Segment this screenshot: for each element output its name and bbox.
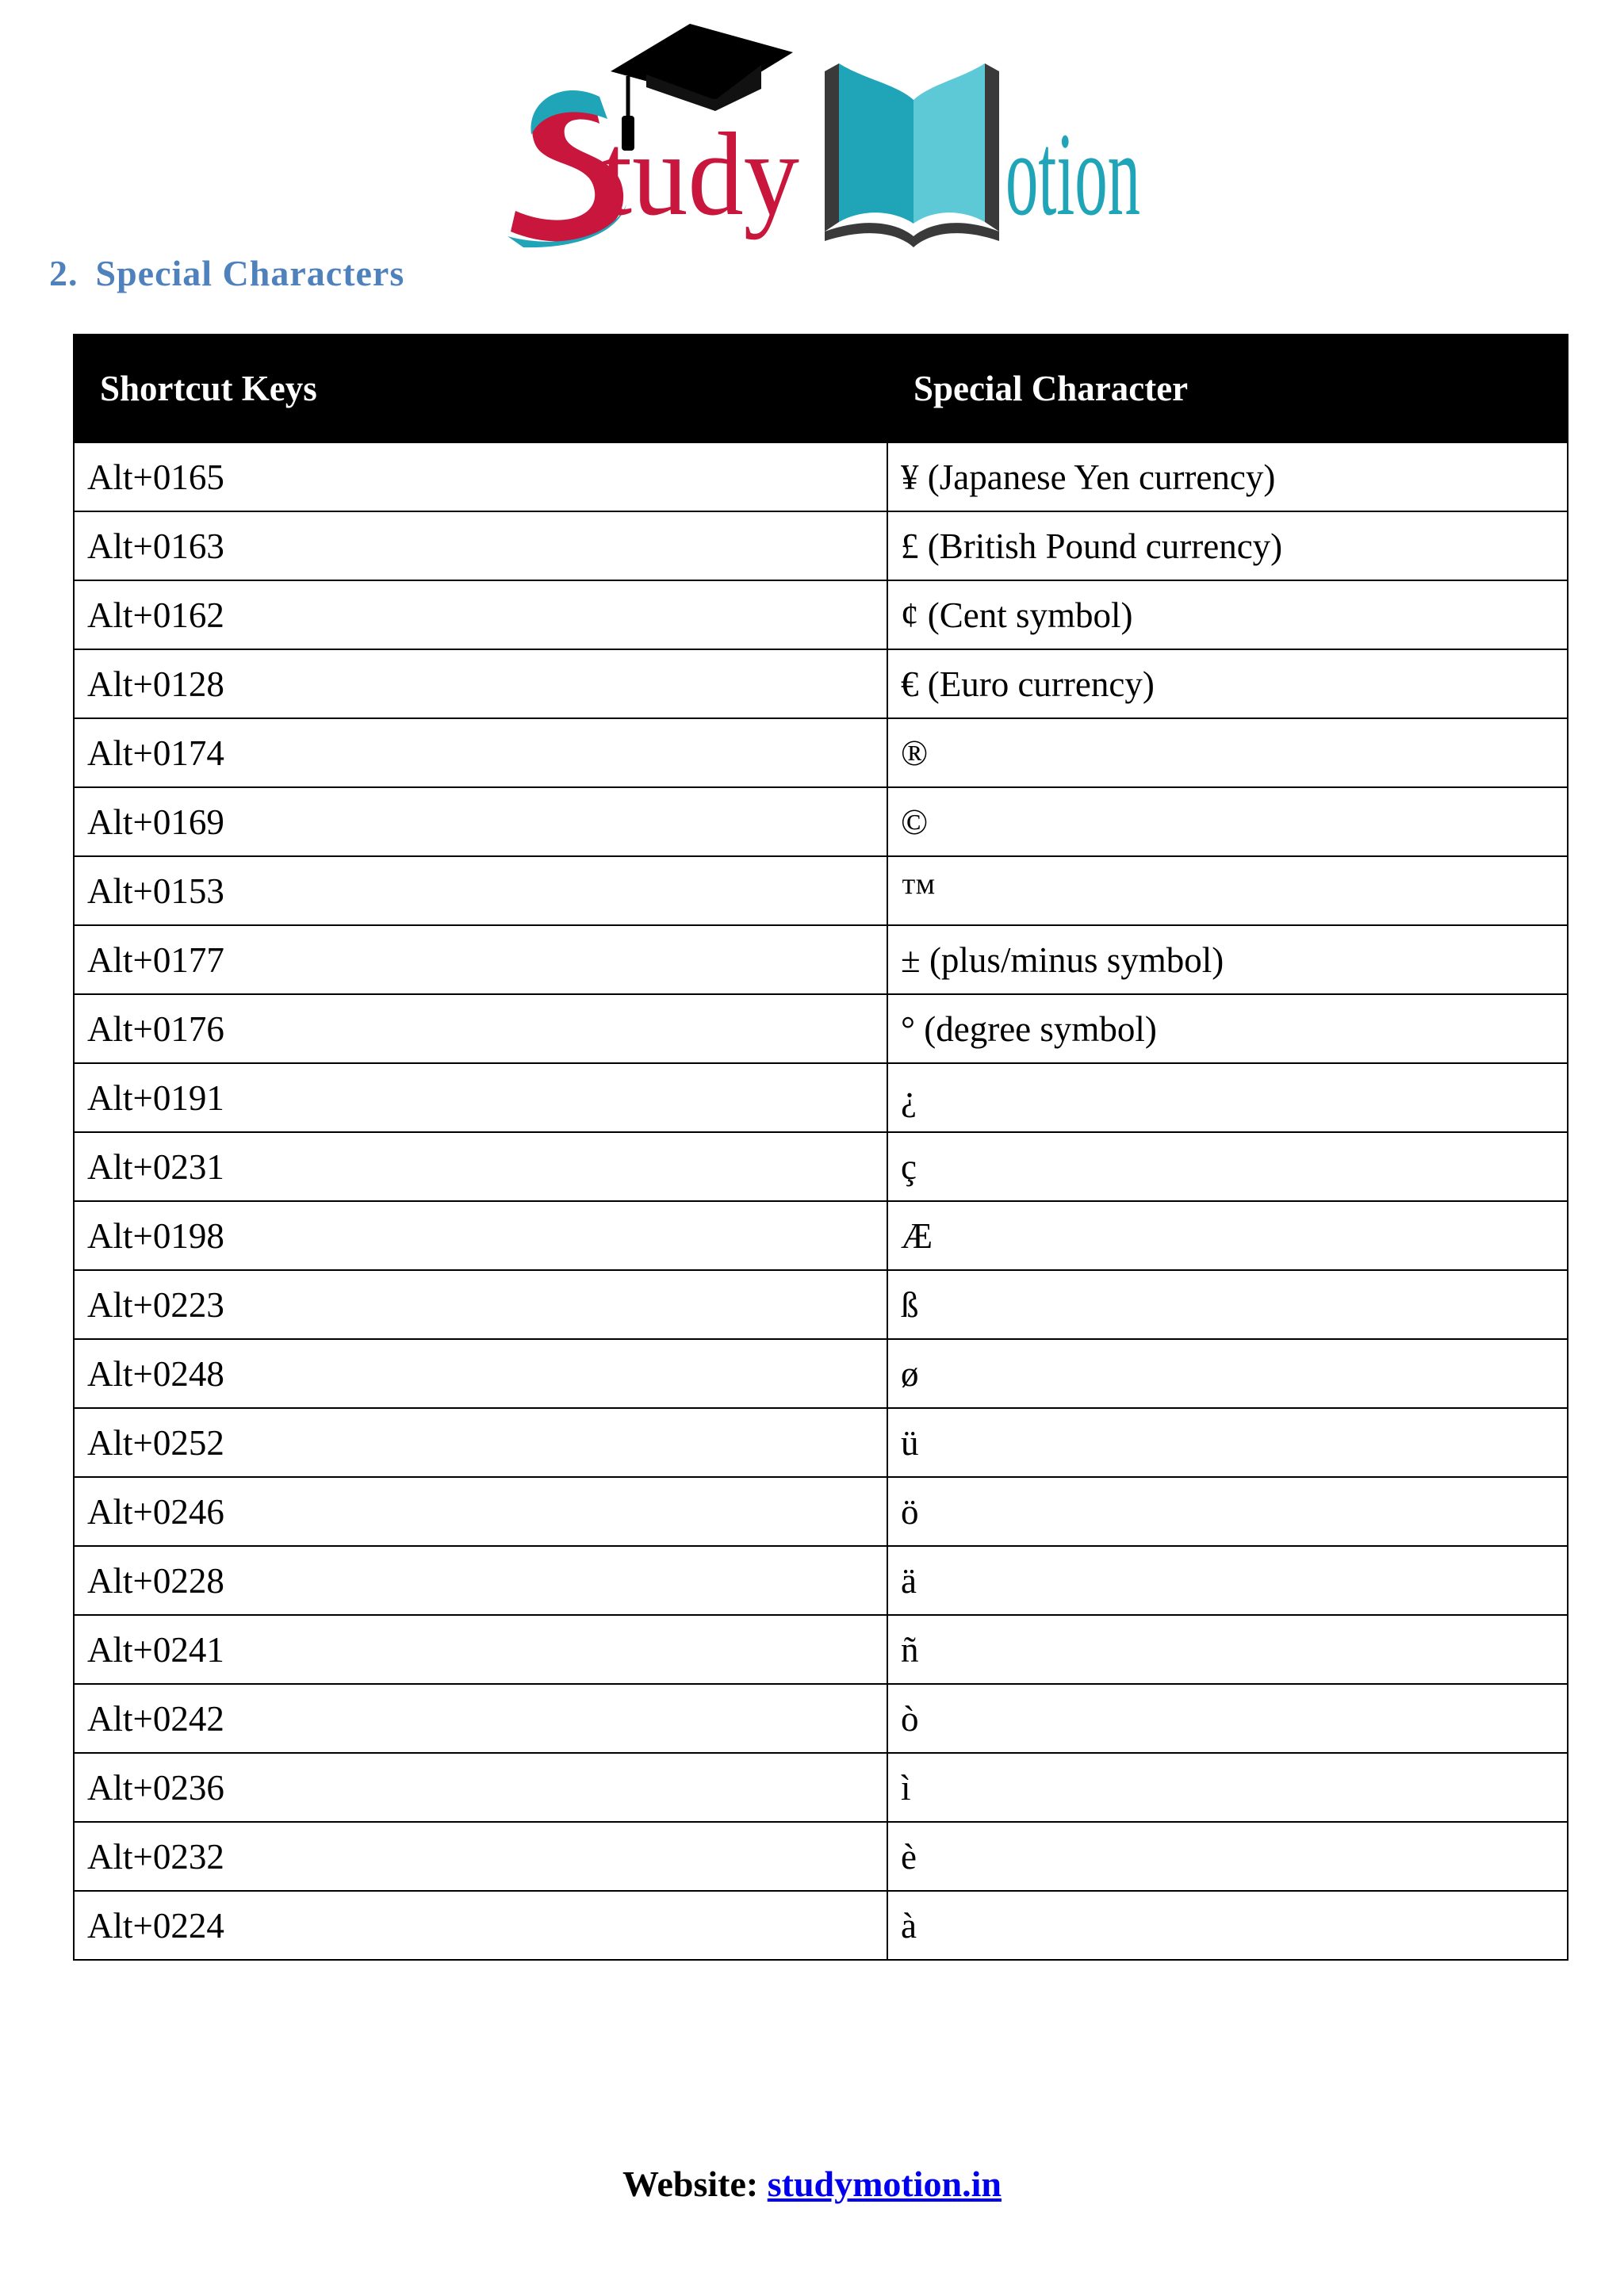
table-row xyxy=(74,856,1568,925)
column-header-shortcut-keys: Shortcut Keys xyxy=(74,335,887,442)
special-character-cell: € (Euro currency) xyxy=(887,649,1568,718)
logo-tudy-text: tudy xyxy=(601,109,799,240)
shortcut-key-cell: Alt+0236 xyxy=(74,1753,887,1822)
special-characters-table xyxy=(73,334,1568,1961)
special-character-cell: ñ xyxy=(887,1615,1568,1684)
table-row xyxy=(74,1201,1568,1270)
studymotion-logo xyxy=(508,24,1142,254)
special-character-cell: à xyxy=(887,1891,1568,1960)
table-row xyxy=(74,580,1568,649)
table-row xyxy=(74,1132,1568,1201)
special-character-cell: è xyxy=(887,1822,1568,1891)
special-character-cell: © xyxy=(887,787,1568,856)
shortcut-key-cell: Alt+0191 xyxy=(74,1063,887,1132)
table-row xyxy=(74,1477,1568,1546)
shortcut-key-cell: Alt+0128 xyxy=(74,649,887,718)
shortcut-key-cell: Alt+0252 xyxy=(74,1408,887,1477)
shortcut-key-cell: Alt+0169 xyxy=(74,787,887,856)
table-row xyxy=(74,1753,1568,1822)
special-character-cell: ™ xyxy=(887,856,1568,925)
table-row xyxy=(74,511,1568,580)
special-character-cell: ¥ (Japanese Yen currency) xyxy=(887,442,1568,511)
shortcut-key-cell: Alt+0162 xyxy=(74,580,887,649)
table-row xyxy=(74,787,1568,856)
table-row xyxy=(74,1339,1568,1408)
table-row xyxy=(74,1684,1568,1753)
shortcut-key-cell: Alt+0224 xyxy=(74,1891,887,1960)
shortcut-key-cell: Alt+0223 xyxy=(74,1270,887,1339)
table-row xyxy=(74,994,1568,1063)
shortcut-key-cell: Alt+0174 xyxy=(74,718,887,787)
table-row xyxy=(74,1891,1568,1960)
website-link[interactable]: studymotion.in xyxy=(767,2164,1002,2204)
special-character-cell: ò xyxy=(887,1684,1568,1753)
table-header-row xyxy=(74,335,1568,442)
shortcut-key-cell: Alt+0163 xyxy=(74,511,887,580)
footer-label: Website: xyxy=(622,2164,759,2204)
section-number: 2. xyxy=(49,253,79,293)
special-character-cell: ° (degree symbol) xyxy=(887,994,1568,1063)
shortcut-key-cell: Alt+0165 xyxy=(74,442,887,511)
section-heading xyxy=(49,252,404,294)
table-row xyxy=(74,925,1568,994)
shortcut-key-cell: Alt+0153 xyxy=(74,856,887,925)
shortcut-key-cell: Alt+0176 xyxy=(74,994,887,1063)
table-row xyxy=(74,1063,1568,1132)
special-character-cell: ö xyxy=(887,1477,1568,1546)
page-footer xyxy=(0,2163,1624,2205)
special-character-cell: ç xyxy=(887,1132,1568,1201)
shortcut-key-cell: Alt+0242 xyxy=(74,1684,887,1753)
logo-otion-text: otion xyxy=(1005,109,1140,240)
special-character-cell: ¢ (Cent symbol) xyxy=(887,580,1568,649)
shortcut-key-cell: Alt+0241 xyxy=(74,1615,887,1684)
special-character-cell: £ (British Pound currency) xyxy=(887,511,1568,580)
table-row xyxy=(74,1270,1568,1339)
table-row xyxy=(74,1822,1568,1891)
special-character-cell: ø xyxy=(887,1339,1568,1408)
special-character-cell: ä xyxy=(887,1546,1568,1615)
shortcut-key-cell: Alt+0231 xyxy=(74,1132,887,1201)
shortcut-key-cell: Alt+0246 xyxy=(74,1477,887,1546)
logo-book-m xyxy=(825,63,999,247)
shortcut-key-cell: Alt+0228 xyxy=(74,1546,887,1615)
special-character-cell: ± (plus/minus symbol) xyxy=(887,925,1568,994)
column-header-special-character: Special Character xyxy=(887,335,1568,442)
shortcut-key-cell: Alt+0248 xyxy=(74,1339,887,1408)
special-character-cell: ì xyxy=(887,1753,1568,1822)
table-row xyxy=(74,1408,1568,1477)
shortcut-key-cell: Alt+0198 xyxy=(74,1201,887,1270)
special-character-cell: ü xyxy=(887,1408,1568,1477)
table-row xyxy=(74,1615,1568,1684)
table-row xyxy=(74,1546,1568,1615)
section-title: Special Characters xyxy=(95,253,405,293)
special-character-cell: ¿ xyxy=(887,1063,1568,1132)
shortcut-key-cell: Alt+0232 xyxy=(74,1822,887,1891)
special-character-cell: ® xyxy=(887,718,1568,787)
special-character-cell: ß xyxy=(887,1270,1568,1339)
special-character-cell: Æ xyxy=(887,1201,1568,1270)
table-row xyxy=(74,718,1568,787)
table-row xyxy=(74,442,1568,511)
table-row xyxy=(74,649,1568,718)
shortcut-key-cell: Alt+0177 xyxy=(74,925,887,994)
